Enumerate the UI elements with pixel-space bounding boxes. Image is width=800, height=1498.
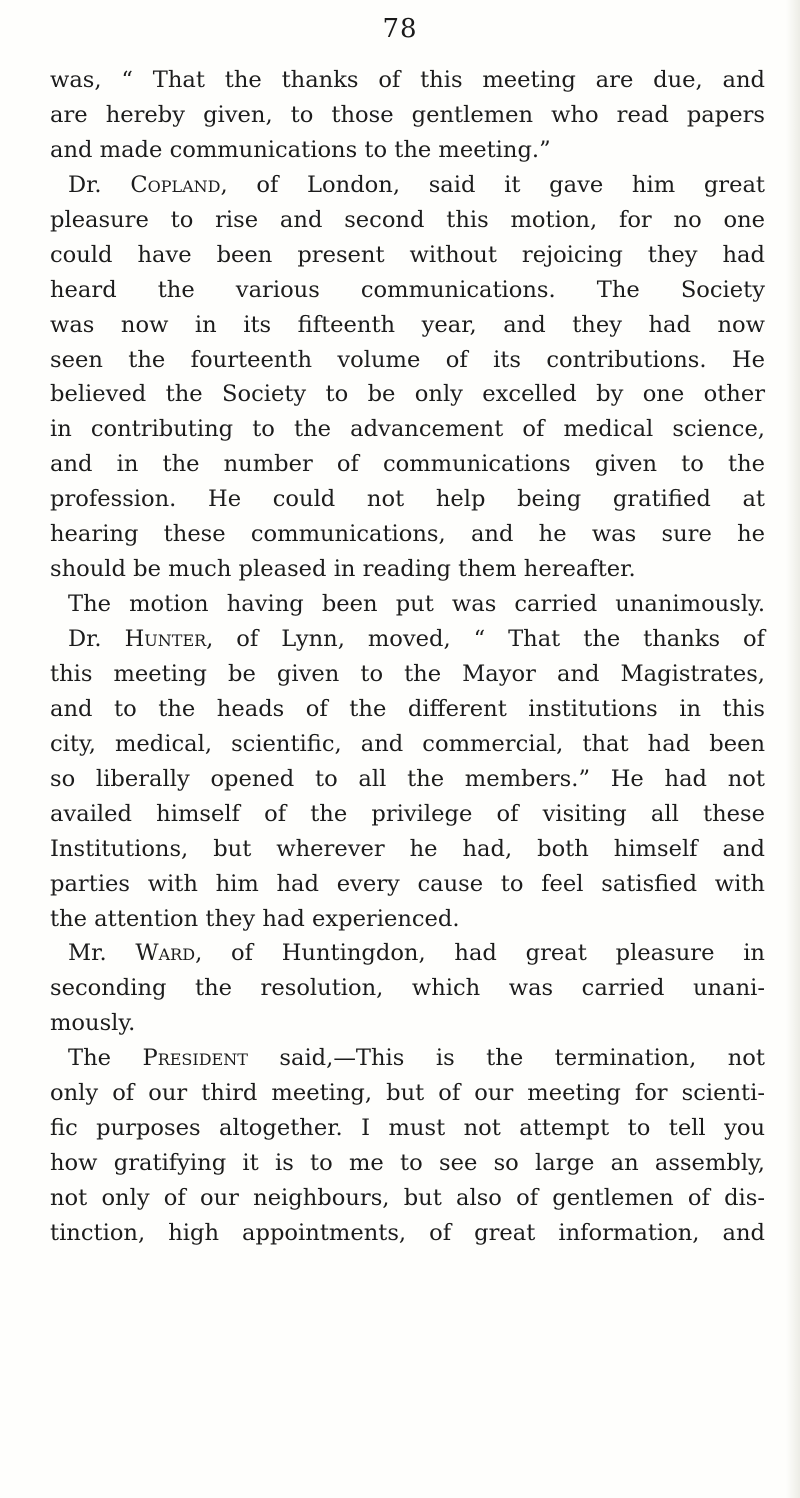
text-line: tinction, high appointments, of great information, and xyxy=(50,1219,765,1246)
text-line: hearing these communications, and he was sure he xyxy=(50,521,765,548)
text-line: The motion having been put was carried unanimously. xyxy=(68,591,765,618)
text-line: are hereby given, to those gentlemen who read papers xyxy=(50,101,765,128)
text-line xyxy=(50,1041,765,1076)
text-line: Institutions, but wherever he had, both himself and xyxy=(50,835,765,862)
speaker-name: Hunter xyxy=(124,626,207,652)
text-segment: , of Huntingdon, had great pleasure in xyxy=(195,940,765,967)
text-segment: said,—This is the termination, not xyxy=(247,1045,765,1072)
text-line: and made communications to the meeting.” xyxy=(50,136,551,163)
text-segment: , of Lynn, moved, “ That the thanks of xyxy=(206,626,766,652)
text-line: mously. xyxy=(50,1010,136,1037)
text-segment: Dr. xyxy=(68,171,131,198)
speaker-name: Copland xyxy=(130,171,221,198)
text-line: and to the heads of the different institutions in this xyxy=(50,695,765,722)
text-line: could have been present without rejoicing they had xyxy=(50,241,765,268)
text-line xyxy=(50,936,765,971)
text-line: was now in its fifteenth year, and they had now xyxy=(50,311,765,338)
text-line: heard the various communications. The Society xyxy=(50,276,765,303)
speaker-name: President xyxy=(142,1045,248,1072)
text-line xyxy=(50,168,765,203)
text-segment: The xyxy=(68,1045,143,1072)
text-line: was, “ That the thanks of this meeting are due, and xyxy=(50,67,765,93)
page-number: 78 xyxy=(382,14,418,44)
text-line: only of our third meeting, but of our meeting for scienti- xyxy=(50,1080,765,1107)
text-segment: , of London, said it gave him great xyxy=(220,171,765,198)
text-line: believed the Society to be only excelled by one other xyxy=(50,381,765,408)
text-line: seconding the resolution, which was carried unani- xyxy=(50,975,765,1002)
text-line: pleasure to rise and second this motion, for no one xyxy=(50,206,765,233)
text-line: so liberally opened to all the members.” He had not xyxy=(50,765,765,792)
text-line: parties with him had every cause to feel satisfied with xyxy=(50,870,765,897)
text-line: availed himself of the privilege of visiting all these xyxy=(50,800,765,827)
text-line: should be much pleased in reading them hereafter. xyxy=(50,556,636,583)
text-line: how gratifying it is to me to see so large an assembly, xyxy=(50,1150,765,1177)
text-line: profession. He could not help being gratified at xyxy=(50,486,765,513)
text-line: and in the number of communications given to the xyxy=(50,451,765,478)
text-line: the attention they had experienced. xyxy=(50,905,460,932)
text-segment: Mr. xyxy=(68,940,136,967)
text-line: not only of our neighbours, but also of gentlemen of dis- xyxy=(50,1185,765,1211)
body-text xyxy=(50,63,765,1251)
text-line: in contributing to the advancement of medical science, xyxy=(50,416,765,443)
speaker-name: Ward xyxy=(135,940,196,967)
text-line: city, medical, scientific, and commercial, that had been xyxy=(50,730,765,757)
page-edge-shadow xyxy=(786,0,800,1498)
text-line xyxy=(50,622,765,657)
text-line: fic purposes altogether. I must not attempt to tell you xyxy=(50,1115,765,1142)
text-segment: Dr. xyxy=(68,626,125,652)
text-line: seen the fourteenth volume of its contributions. He xyxy=(50,346,765,373)
text-line: this meeting be given to the Mayor and Magistrates, xyxy=(50,660,765,687)
